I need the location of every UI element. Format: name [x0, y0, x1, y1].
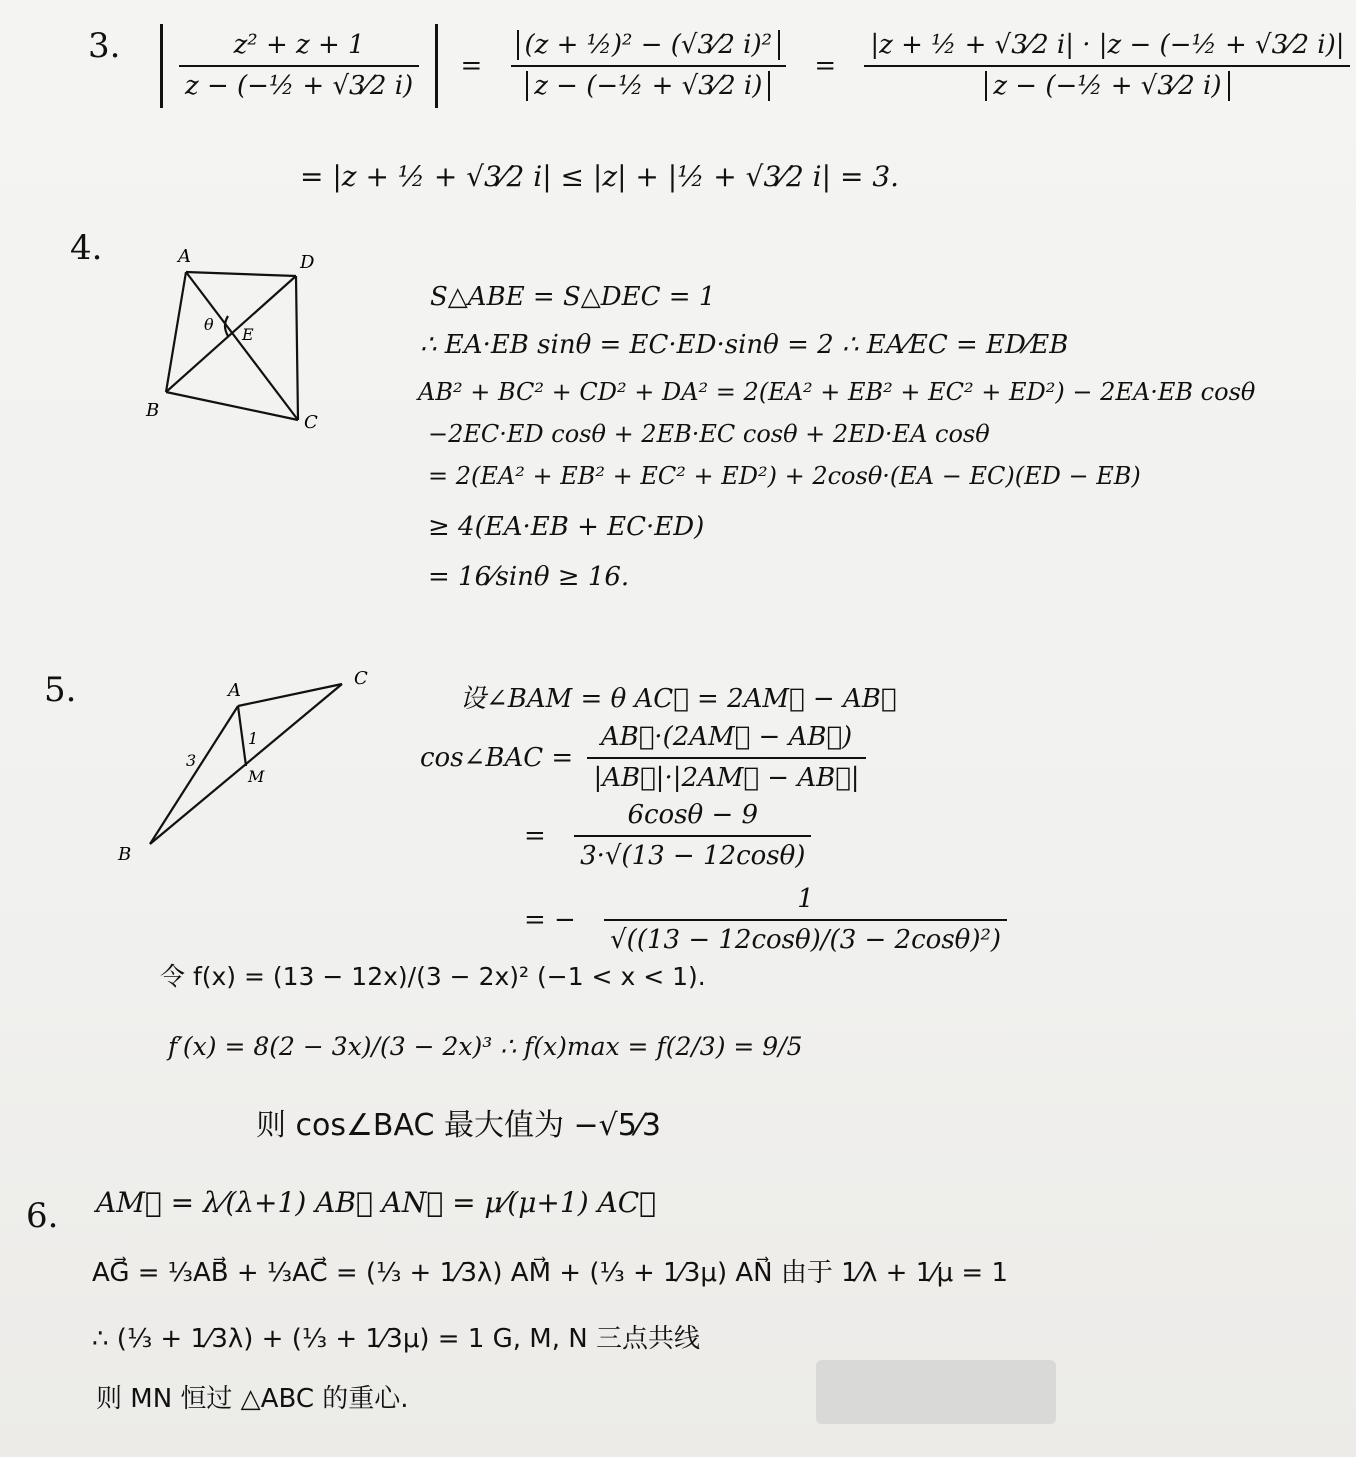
fraction-1-numerator: AB⃗·(2AM⃗ − AB⃗) [587, 722, 865, 759]
problem-4-line-3: AB² + BC² + CD² + DA² = 2(EA² + EB² + EC² + ED²) − 2EA·EB cosθ [418, 378, 1256, 406]
problem-5-derivative-line: f′(x) = 8(2 − 3x)/(3 − 2x)³ ∴ f(x)max = f(2/3) = 9/5 [168, 1032, 803, 1061]
problem-3-lhs [160, 24, 438, 108]
problem-4-line-4: −2EC·ED cosθ + 2EB·EC cosθ + 2ED·EA cosθ [428, 420, 990, 448]
problem-3-right-denominator: z − (−½ + √3⁄2 i) [985, 71, 1229, 101]
equals-sign: = [814, 50, 837, 81]
problem-5-cos-line-2 [510, 800, 817, 872]
fraction-2-denominator: 3·√(13 − 12cosθ) [580, 841, 806, 872]
label-B: B [118, 844, 132, 865]
label-D: D [300, 252, 315, 273]
label-M: M [248, 767, 265, 786]
cos-prefix: cos∠BAC = [420, 742, 574, 773]
label-C: C [354, 668, 368, 689]
label-theta: θ [204, 315, 214, 334]
problem-3-right-fraction [864, 30, 1350, 102]
problem-5-cos-line-3 [510, 884, 1013, 956]
label-C: C [304, 412, 318, 433]
fraction-3-numerator: 1 [604, 884, 1007, 921]
problem-3-mid-numerator: (z + ½)² − (√3⁄2 i)² [517, 30, 781, 60]
problem-3-line-2: = |z + ½ + √3⁄2 i| ≤ |z| + |½ + √3⁄2 i| = 3. [300, 160, 900, 193]
problem-4-line-7: = 16⁄sinθ ≥ 16. [428, 562, 630, 592]
problem-4-line-6: ≥ 4(EA·EB + EC·ED) [428, 512, 705, 542]
problem-3-mid-denominator: z − (−½ + √3⁄2 i) [526, 71, 770, 101]
problem-6-number: 6. [26, 1196, 59, 1236]
equals-minus-sign: = − [524, 904, 576, 935]
problem-4-line-2: ∴ EA·EB sinθ = EC·ED·sinθ = 2 ∴ EA⁄EC = ED⁄EB [420, 330, 1069, 360]
problem-5-cos-line-1 [420, 722, 872, 794]
problem-4-line-1: S△ABE = S△DEC = 1 [430, 282, 716, 312]
label-A: A [228, 680, 241, 701]
fraction-3-denominator: √((13 − 12cosθ)/(3 − 2cosθ)²) [610, 925, 1002, 956]
problem-3-mid-fraction [511, 30, 787, 102]
label-E: E [242, 325, 254, 344]
equals-sign: = [460, 50, 483, 81]
problem-6-line-1: AM⃗ = λ⁄(λ+1) AB⃗ AN⃗ = μ⁄(μ+1) AC⃗ [96, 1186, 656, 1219]
equals-sign: = [524, 820, 546, 851]
problem-5-number: 5. [44, 670, 77, 710]
label-B: B [146, 400, 160, 421]
label-A: A [178, 246, 191, 267]
side-am-length: 1 [248, 729, 259, 748]
problem-3-number: 3. [88, 26, 121, 66]
problem-6-line-3: ∴ (⅓ + 1⁄3λ) + (⅓ + 1⁄3μ) = 1 G, M, N 三点共线 [92, 1324, 700, 1354]
problem-3-line-1 [160, 24, 1356, 108]
side-ab-length: 3 [186, 751, 197, 770]
problem-4-quadrilateral-figure [140, 240, 340, 440]
problem-5-let-line: 令 f(x) = (13 − 12x)/(3 − 2x)² (−1 < x < 1). [160, 962, 706, 991]
redacted-mark [816, 1360, 1056, 1424]
problem-5-triangle-figure [110, 668, 370, 868]
fraction-2-numerator: 6cosθ − 9 [574, 800, 811, 837]
fraction-1-denominator: |AB⃗|·|2AM⃗ − AB⃗| [593, 763, 860, 794]
problem-4-line-5: = 2(EA² + EB² + EC² + ED²) + 2cosθ·(EA − EC)(ED − EB) [428, 462, 1141, 490]
problem-3-right-numerator: |z + ½ + √3⁄2 i| · |z − (−½ + √3⁄2 i)| [864, 30, 1350, 67]
problem-4-number: 4. [70, 228, 103, 268]
problem-3-lhs-denominator: z − (−½ + √3⁄2 i) [185, 71, 414, 102]
problem-5-set-line: 设∠BAM = θ AC⃗ = 2AM⃗ − AB⃗ [460, 684, 897, 714]
problem-5-result-line: 则 cos∠BAC 最大值为 −√5⁄3 [256, 1108, 661, 1143]
problem-6-line-4: 则 MN 恒过 △ABC 的重心. [96, 1384, 409, 1414]
problem-6-line-2: AG⃗ = ⅓AB⃗ + ⅓AC⃗ = (⅓ + 1⁄3λ) AM⃗ + (⅓ + 1⁄3μ) AN⃗ 由于 1⁄λ + 1⁄μ = 1 [92, 1258, 1009, 1288]
problem-3-lhs-numerator: z² + z + 1 [179, 30, 419, 67]
